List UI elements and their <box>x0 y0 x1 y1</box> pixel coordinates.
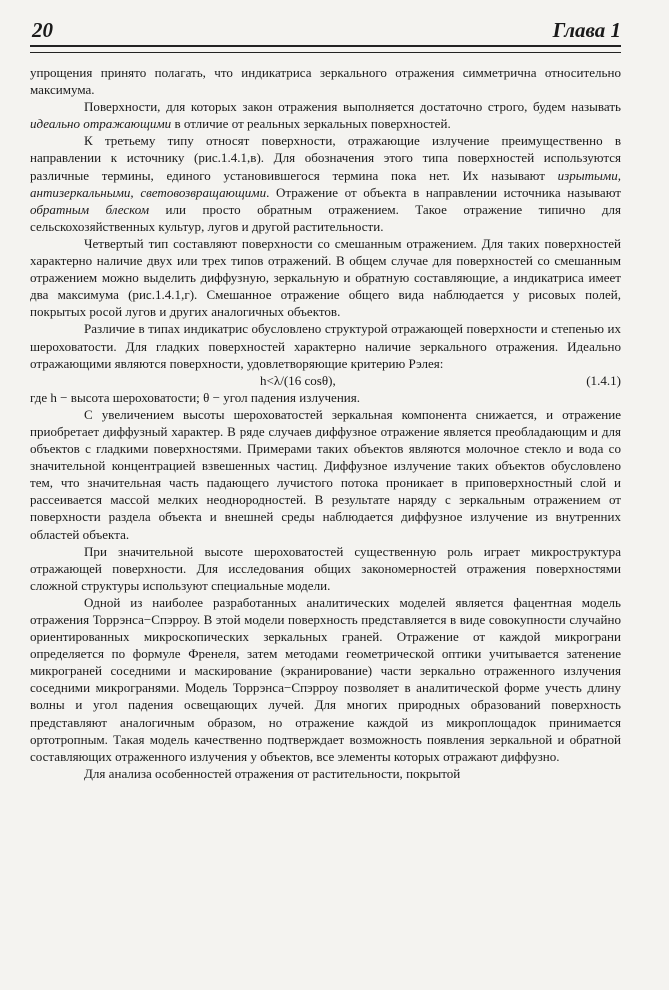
paragraph-2 <box>30 98 621 132</box>
term-retroreflective: изрытыми, антизеркальными, световозвращающими <box>30 167 621 200</box>
paragraph-3-text-b: . Отражение от объекта в направлении источника называют <box>266 184 621 200</box>
paragraph-10: Для анализа особенностей отражения от растительности, покрытой <box>84 765 461 781</box>
formula-expression: h<λ/(16 cosθ), <box>260 372 336 388</box>
paragraph-6: где h − высота шероховатости; θ − угол падения излучения. <box>30 389 361 405</box>
term-backscatter: обратным блеском <box>30 201 150 217</box>
paragraph-8: При значительной высоте шероховатостей существенную роль играет микроструктура отражающей поверхности. Для исследования общих закономерностей отражения поверхностями сложной структуры используют специальные модели. <box>30 543 621 593</box>
paragraph-3-text-a: К третьему типу относят поверхности, отражающие излучение преимущественно в направлении к источнику (рис.1.4.1,в). Для обозначения этого типа поверхностей используются различные термины, единого установившегося термина пока нет. Их называют <box>30 133 621 183</box>
paragraph-7: С увеличением высоты шероховатостей зеркальная компонента снижается, и отражение приобретает диффузный характер. В ряде случаев диффузное отражение является преобладающим и для объектов с гладкими поверхностями. Примерами таких объектов являются молочное стекло и вода со значительной концентрацией взвешенных частиц. Диффузное излучение таких объектов обусловлено тем, что значительная часть падающего лучистого потока проникает в приповерхностный слой и рассеивается массой мелких неоднородностей. В результате наряду с зеркальным отражением от поверхности раздела объекта и внешней среды наблюдается диффузное излучение из внутренних областей объекта. <box>30 406 621 542</box>
paragraph-3-text-c: или просто обратным отражением. Такое отражение типично для сельскохозяйственных культур, лугов и другой растительности. <box>30 201 621 234</box>
formula-1-4-1 <box>30 372 621 389</box>
paragraph-1: упрощения принято полагать, что индикатриса зеркального отражения симметрична относительно максимума. <box>30 65 621 98</box>
paragraph-9: Одной из наиболее разработанных аналитических моделей является фацентная модель отражения Торрэнса−Спэрроу. В этой модели поверхность представляется в виде совокупности случайно ориентированных микроскопических зеркальных граней. Отражение от каждой микрограни определяется по формуле Френеля, затем методами геометрической оптики учитывается затенение микрограней соседними и маскирование (экранирование) части зеркально отраженного излучения соседними микрогранями. Модель Торрэнса−Спэрроу позволяет в аналитической форме учесть длину волны и угол падения освещающих лучей. Для многих природных образований поверхность представляют аналогичным образом, но отражение каждой из микроплощадок принимается ортотропным. Такая модель качественно подтверждает возможность появления зеркальной и обратной составляющих отраженного излучения у объектов, все элементы которых отражают диффузно. <box>30 594 621 764</box>
running-header <box>30 18 621 42</box>
chapter-title: Глава 1 <box>552 18 621 42</box>
page-number: 20 <box>32 18 53 42</box>
paragraph-3 <box>30 132 621 235</box>
paragraph-2-text-a: Поверхности, для которых закон отражения выполняется достаточно строго, будем называть <box>84 99 621 115</box>
page-body <box>30 64 621 782</box>
paragraph-5: Различие в типах индикатрис обусловлено структурой отражающей поверхности и степенью их шероховатости. Для гладких поверхностей характерно наличие зеркального отражения. Идеально отражающими являются поверхности, удовлетворяющие критерию Рэлея: <box>30 321 621 371</box>
formula-number: (1.4.1) <box>586 372 621 388</box>
paragraph-2-text-b: в отличие от реальных зеркальных поверхностей. <box>171 116 451 132</box>
header-rule <box>30 45 621 53</box>
term-ideal-reflecting: идеально отражающими <box>30 116 172 132</box>
paragraph-4: Четвертый тип составляют поверхности со смешанным отражением. Для таких поверхностей характерно наличие двух или трех типов отражений. В общем случае для поверхностей со смешанным отражением можно выделить диффузную, зеркальную и обратную составляющие, а индикатриса имеет два максимума (рис.1.4.1,г). Смешанное отражение общего вида наблюдается у рисовых полей, покрытых росой лугов и других аналогичных объектов. <box>30 235 621 320</box>
